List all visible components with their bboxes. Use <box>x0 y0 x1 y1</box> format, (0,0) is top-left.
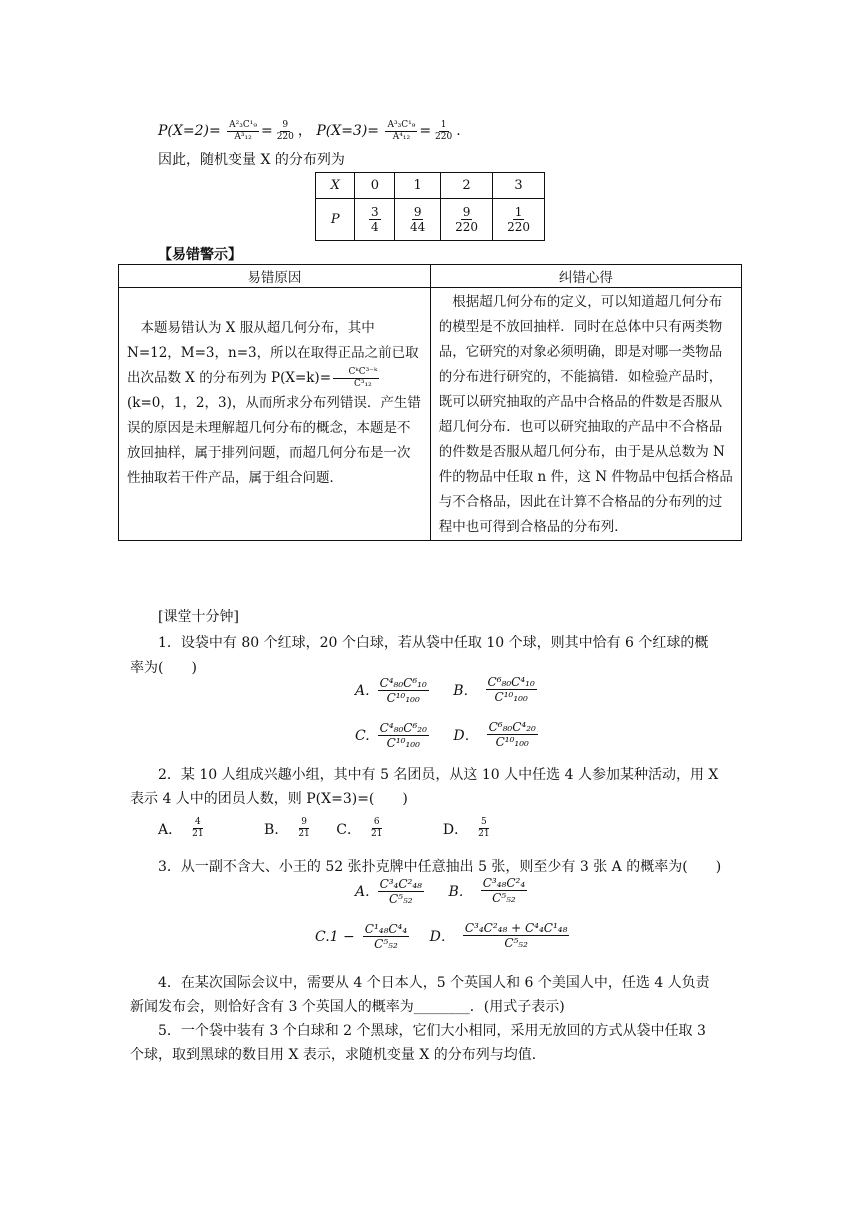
cause-text-a: 本题易错认为 X 服从超几何分布，其中 N=12，M=3，n=3，所以在取得正品之前已取出次品数 X 的分布列为 P(X=k)= <box>127 320 419 386</box>
q2-option-label: C． <box>336 821 361 838</box>
p-value-num: 9 <box>413 205 422 219</box>
p-value <box>493 199 545 241</box>
q2-line1: 2．某 10 人组成兴趣小组，其中有 5 名团员，从这 10 人中任选 4 人参加某种活动，用 X <box>158 767 719 783</box>
p2-value-num: 9 <box>282 119 289 130</box>
q1-option-a-den: C¹⁰₁₀₀ <box>386 691 420 705</box>
q3-option-a-label: A. <box>355 883 370 900</box>
p2-label: P(X=2)= <box>158 123 221 139</box>
p2-frac-den: A³₁₂ <box>234 131 252 142</box>
q3-option-c-den: C⁵₅₂ <box>374 937 398 951</box>
p2-frac-num: A²₃C¹₉ <box>229 119 257 130</box>
q3-option-d-label: D． <box>429 928 455 945</box>
p2-fraction <box>227 121 259 142</box>
p3-value <box>433 121 454 142</box>
p3-label: P(X=3)= <box>316 123 380 139</box>
cause-frac-den: C³₁₂ <box>354 379 372 389</box>
x-value: 1 <box>395 173 441 199</box>
distribution-table <box>315 172 545 241</box>
q3-option-d-num: C³₄C²₄₈ + C⁴₄C¹₄₈ <box>464 921 568 935</box>
q1-line1: 1．设袋中有 80 个红球，20 个白球，若从袋中任取 10 个球，则其中恰有 6 个红球的概 <box>158 635 709 651</box>
q3-options-row2 <box>315 922 571 950</box>
q2-line2: 表示 4 人中的团员人数，则 P(X=3)=( ) <box>130 791 408 807</box>
q1-options-row1 <box>355 676 539 704</box>
q2-option-num: 9 <box>301 817 307 827</box>
p-value-den: 4 <box>371 220 379 234</box>
x-value: 3 <box>493 173 545 199</box>
p2-value <box>275 121 296 142</box>
p3-value-den: 220 <box>435 131 453 142</box>
q3-option-a-den: C⁵₅₂ <box>388 892 413 906</box>
p-value <box>441 199 493 241</box>
x-value: 0 <box>355 173 395 199</box>
q2-option-num: 4 <box>194 817 201 827</box>
q3-option-a-num: C³₄C²₄₈ <box>379 877 422 891</box>
q2-option-den: 21 <box>192 829 204 839</box>
x-row <box>316 173 545 199</box>
warning-heading: 【易错警示】 <box>158 247 242 263</box>
q1-option-d-label: D． <box>453 727 479 744</box>
q4-line1: 4．在某次国际会议中，需要从 4 个日本人，5 个英国人和 6 个美国人中，任选 4 人负责 <box>158 975 710 991</box>
q4-line2: 新闻发布会，则恰好含有 3 个英国人的概率为________．(用式子表示) <box>130 999 565 1015</box>
q1-option-c-den: C¹⁰₁₀₀ <box>386 736 420 750</box>
p-value-den: 44 <box>410 220 426 234</box>
p-value-den: 220 <box>455 220 479 234</box>
p-value-num: 9 <box>462 205 471 219</box>
q1-option-b-label: B． <box>453 682 478 699</box>
q5-line2: 个球，取到黑球的数目用 X 表示，求随机变量 X 的分布列与均值． <box>130 1047 546 1063</box>
p-value-num: 1 <box>514 205 523 219</box>
p-value-den: 220 <box>507 220 530 234</box>
q1-option-a-num: C⁴₈₀C⁶₁₀ <box>379 676 427 690</box>
cause-fraction <box>333 368 379 389</box>
q3-line1: 3．从一副不含大、小王的 52 张扑克牌中任意抽出 5 张，则至少有 3 张 A 的概率为( ) <box>158 859 722 875</box>
q2-option-num: 6 <box>373 817 380 827</box>
cause-text-b: (k=0，1，2，3)，从而所求分布列错误．产生错误的原因是未理解超几何分布的概念，本题是不放回抽样，属于排列问题，而超几何分布是一次性抽取若干件产品，属于组合问题． <box>127 395 421 486</box>
q3-option-b-label: B． <box>448 883 473 900</box>
p3-value-num: 1 <box>440 119 447 130</box>
section-title: [课堂十分钟] <box>158 609 239 625</box>
q2-option-den: 21 <box>478 829 490 839</box>
warning-body-row <box>119 288 742 541</box>
q1-option-d-den: C¹⁰₁₀₀ <box>495 735 529 749</box>
conclusion-text: 因此，随机变量 X 的分布列为 <box>158 152 345 168</box>
q1-option-c-num: C⁴₈₀C⁶₂₀ <box>379 721 427 735</box>
x-value: 2 <box>441 173 493 199</box>
q1-option-d-num: C⁶₈₀C⁴₂₀ <box>488 720 536 734</box>
p3-frac-num: A³₃C¹₉ <box>387 119 416 130</box>
warning-table <box>118 264 742 541</box>
q1-option-a-label: A. <box>355 682 370 699</box>
q1-options-row2 <box>355 721 540 749</box>
q3-option-d-den: C⁵₅₂ <box>504 936 528 950</box>
p3-fraction <box>385 121 417 142</box>
p-value-num: 3 <box>371 205 379 219</box>
lesson-cell <box>430 288 741 541</box>
lesson-header: 纠错心得 <box>430 265 741 288</box>
q2-option-num: 5 <box>480 817 487 827</box>
cause-header: 易错原因 <box>119 265 431 288</box>
q2-option-label: A． <box>158 821 183 838</box>
q2-option-den: 21 <box>370 829 383 839</box>
p2-value-den: 220 <box>276 131 294 142</box>
warning-header-row <box>119 265 742 288</box>
q1-option-b-den: C¹⁰₁₀₀ <box>494 690 528 704</box>
q2-option-label: B． <box>264 821 289 838</box>
q1-option-b-num: C⁶₈₀C⁴₁₀ <box>487 675 535 689</box>
cause-cell <box>119 288 431 541</box>
q3-options-row1 <box>355 877 529 905</box>
q3-option-b-den: C⁵₅₂ <box>492 891 516 905</box>
q3-option-b-num: C³₄₈C²₄ <box>482 876 526 890</box>
p-row <box>316 199 545 241</box>
q1-line2: 率为( ) <box>130 660 197 676</box>
q1-option-c-label: C. <box>355 727 370 744</box>
q5-line1: 5．一个袋中装有 3 个白球和 2 个黑球，它们大小相同，采用无放回的方式从袋中任取 3 <box>158 1023 706 1039</box>
q3-option-c-label: C.1 − <box>315 928 355 945</box>
lesson-text: 根据超几何分布的定义，可以知道超几何分布的模型是不放回抽样．同时在总体中只有两类物品，它研究的对象必须明确，即是对哪一类物品的分布进行研究的，不能搞错．如检验产品时，既可以研究抽取的产品中合格品的件数是否服从超几何分布．也可以研究抽取的产品中不合格品的件数是否服从超几何分布，由于是从总数为 N 件的物品中任取 n 件，这 N 件物品中包括合格品与不合格品，因此在计算不合格品的分布列的过程中也可得到合格品的分布列． <box>438 294 733 535</box>
probability-line: P(X=2)= $\frac{\text{A²₃C¹₉}}{\text{A³₁₂}}$ = $\frac{9}{220}$ ， P(X=3)= $\frac{\text{A³₃C¹₉}}{\text{A⁴₁₂}}$ = $\frac{1}{220}$ . <box>158 119 461 142</box>
q2-options <box>158 818 494 839</box>
x-header: X <box>316 173 355 199</box>
q3-option-c-num: C¹₄₈C⁴₄ <box>364 922 408 936</box>
p-header: P <box>316 199 355 241</box>
p-value <box>395 199 441 241</box>
cause-frac-num: CᵏC³⁻ᵏ <box>333 368 379 379</box>
q2-option-label: D． <box>442 821 469 838</box>
p3-frac-den: A⁴₁₂ <box>392 131 411 142</box>
p-value <box>355 199 395 241</box>
q2-option-den: 21 <box>298 829 310 839</box>
